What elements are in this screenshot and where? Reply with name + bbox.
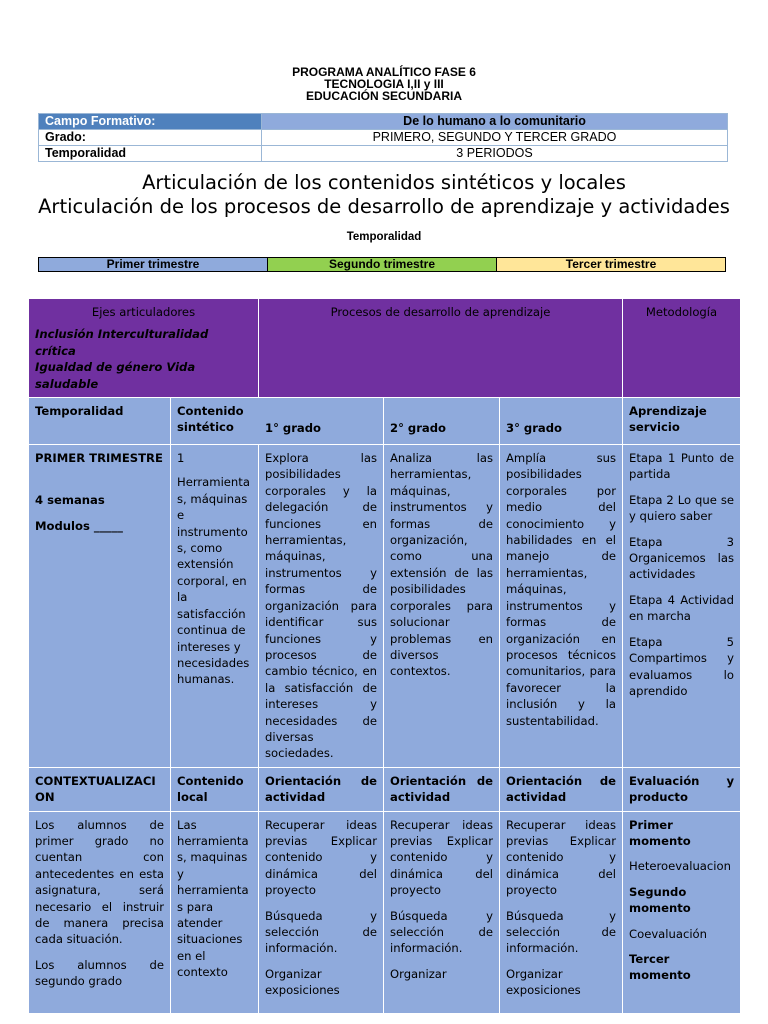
evaluation-item: Primer momento	[629, 817, 691, 848]
table-row	[29, 445, 741, 768]
grade-1-heading: 1° grado	[265, 421, 322, 436]
etapa-item: Etapa 3 Organicemos las actividades	[629, 534, 734, 582]
temporalidad-heading: Temporalidad	[346, 231, 422, 243]
info-table	[38, 113, 728, 162]
orientacion-item: Recuperar ideas previas Explicar contenido y dinámica del proyecto	[390, 817, 493, 898]
doc-title-line1: PROGRAMA ANALÍTICO FASE 6	[292, 65, 476, 79]
ejes-sub-1: Inclusión Interculturalidad crítica	[35, 327, 209, 358]
info-row-temporalidad	[39, 146, 728, 162]
orientacion-heading-3: Orientación de actividad	[500, 767, 623, 811]
orientacion-item: Recuperar ideas previas Explicar contenido y dinámica del proyecto	[506, 817, 616, 898]
evaluacion-heading: Evaluación y producto	[623, 767, 741, 811]
orientacion-item: Organizar	[390, 966, 447, 981]
semanas-label: 4 semanas	[35, 493, 105, 508]
orientacion-item: Búsqueda y selección de información.	[390, 908, 493, 956]
orientacion-item: Búsqueda y selección de información.	[265, 908, 377, 956]
etapa-item: Etapa 5 Compartimos y evaluamos lo aprendido	[629, 634, 734, 698]
contenido-sintetico-text: Herramientas, máquinas e instrumentos, como extensión corporal, en la satisfacción continua de intereses y necesidades humanas.	[177, 475, 250, 687]
table-header-row	[29, 299, 741, 398]
evaluation-item: Segundo momento	[629, 884, 691, 916]
grade-3-heading: 3° grado	[500, 398, 623, 445]
temporalidad-value: 3 PERIODOS	[262, 146, 728, 162]
evaluation-item: Heteroevaluacion	[629, 859, 731, 874]
evaluation-item: Tercer momento	[629, 952, 691, 983]
grado-label: Grado:	[39, 130, 262, 146]
ejes-heading: Ejes articuladores	[91, 305, 196, 319]
procesos-heading: Procesos de desarrollo de aprendizaje	[259, 299, 623, 398]
contenido-sintetico-heading: Contenido sintético	[177, 404, 244, 435]
etapa-item: Etapa 4 Actividad en marcha	[629, 592, 734, 624]
etapa-item: Etapa 1 Punto de partida	[629, 451, 734, 482]
content-number: 1	[177, 451, 185, 466]
etapa-item: Etapa 2 Lo que se y quiero saber	[629, 492, 734, 524]
orientacion-item: Búsqueda y selección de información.	[506, 908, 616, 956]
orientacion-heading-2: Orientación de actividad	[384, 767, 500, 811]
grado-value: PRIMERO, SEGUNDO Y TERCER GRADO	[262, 130, 728, 146]
evaluation-item: Coevaluación	[629, 926, 707, 941]
info-row-campo	[39, 114, 728, 130]
primer-trimestre-label: PRIMER TRIMESTRE	[35, 451, 163, 466]
temporalidad-label: Temporalidad	[39, 146, 262, 162]
context-text-2: Los alumnos de segundo grado	[35, 957, 164, 989]
info-row-grado	[39, 130, 728, 146]
grade-1-process: Explora las posibilidades corporales y la delegación de funciones en herramientas, máquinas, instrumentos y formas de organización para identificar sus funciones y procesos de cambio técnico, en la satisfacción de intereses y necesidades de diversas sociedades.	[259, 445, 384, 768]
orientacion-heading-1: Orientación de actividad	[259, 767, 384, 811]
section-title-1: Articulación de los contenidos sintéticos y locales	[142, 171, 626, 194]
table-row	[29, 811, 741, 1013]
table-row	[29, 398, 741, 445]
contenido-local-text: Las herramientas, maquinas y herramientas para atender situaciones en el contexto	[171, 811, 259, 1013]
orientacion-item: Organizar exposiciones	[265, 966, 340, 998]
contextualizacion-heading: CONTEXTUALIZACION	[29, 767, 171, 811]
etapas-list	[623, 445, 741, 768]
grade-2-heading: 2° grado	[384, 398, 500, 445]
campo-value: De lo humano a lo comunitario	[262, 114, 728, 130]
trimester-3: Tercer trimestre	[497, 258, 725, 271]
ejes-sub-2: Igualdad de género Vida saludable	[35, 360, 196, 391]
articulation-table	[28, 298, 741, 1014]
campo-label: Campo Formativo:	[39, 114, 262, 130]
grade-3-process: Amplía sus posibilidades corporales por medio del conocimiento y habilidades en el manejo de herramientas, máquinas, instrumentos y formas de organización en procesos técnicos comunitarios, para favorecer la inclusión y la sustentabilidad.	[500, 445, 623, 768]
doc-title-line3: EDUCACIÓN SECUNDARIA	[305, 89, 462, 103]
doc-title-line2: TECNOLOGIA I,II y III	[324, 77, 444, 91]
metodologia-heading: Metodología	[623, 299, 741, 398]
contenido-local-heading: Contenido local	[171, 767, 259, 811]
orientacion-item: Organizar exposiciones	[506, 966, 581, 998]
aprendizaje-servicio-heading: Aprendizaje servicio	[623, 398, 741, 445]
table-row	[29, 767, 741, 811]
trimester-1: Primer trimestre	[39, 258, 268, 271]
modulos-label: Modulos _____	[35, 518, 123, 533]
trimester-bar	[38, 257, 726, 272]
temporalidad-col-heading: Temporalidad	[29, 398, 171, 445]
context-text-1: Los alumnos de primer grado no cuentan con antecedentes en esta asignatura, será necesario el instruir de manera precisa cada situación.	[35, 817, 164, 947]
grade-2-process: Analiza las herramientas, máquinas, instrumentos y formas de organización, como una extensión de las posibilidades corporales para solucionar problemas en diversos contextos.	[384, 445, 500, 768]
orientacion-item: Recuperar ideas previas Explicar contenido y dinámica del proyecto	[265, 817, 377, 898]
section-title-2: Articulación de los procesos de desarrollo de aprendizaje y actividades	[38, 195, 730, 218]
trimester-2: Segundo trimestre	[268, 258, 497, 271]
